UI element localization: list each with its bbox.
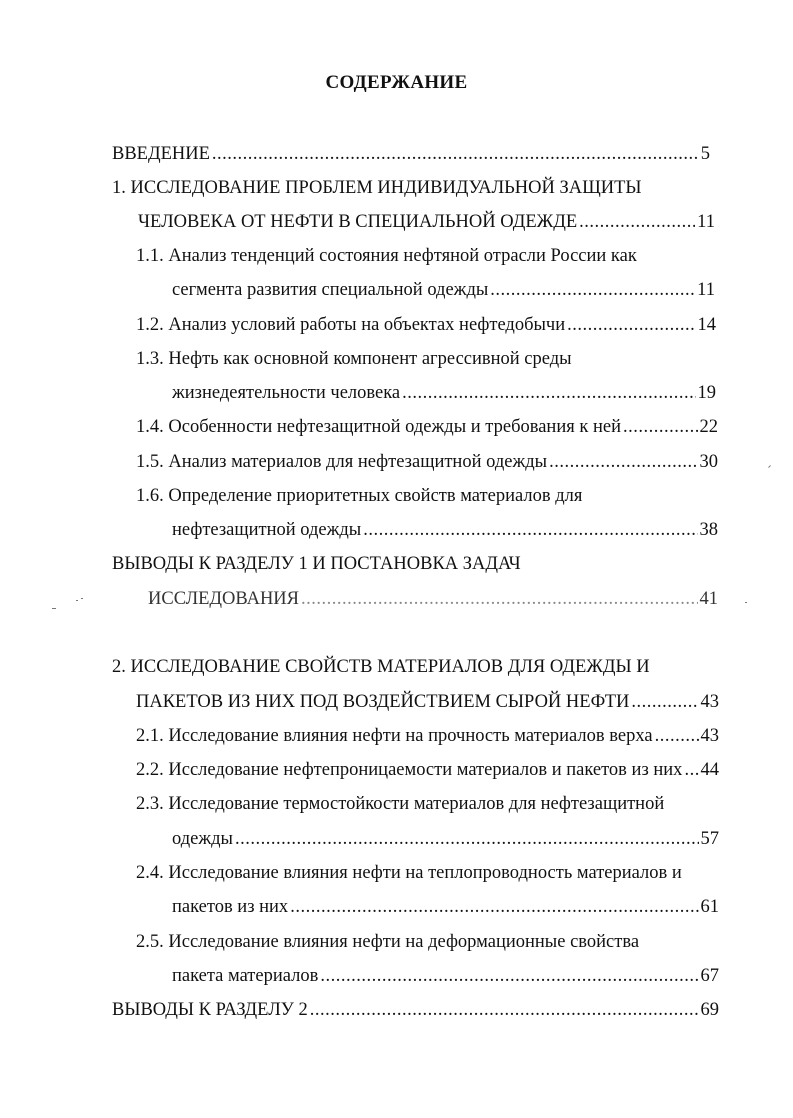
scan-speck: [745, 602, 747, 603]
page-title: СОДЕРЖАНИЕ: [325, 72, 468, 93]
leader-dots: [320, 963, 698, 989]
toc-entry-label: ИССЛЕДОВАНИЯ: [148, 589, 299, 609]
toc-page-number: 61: [700, 897, 719, 917]
toc-entry-chapter-1[interactable]: [138, 209, 715, 235]
leader-dots: [363, 517, 697, 543]
leader-dots: [549, 449, 697, 475]
toc-page-number: 69: [700, 1000, 719, 1020]
toc-entry-label: 2.4. Исследование влияния нефти на теплопроводность материалов и: [136, 863, 682, 883]
toc-page-number: 11: [697, 280, 715, 300]
toc-entry-label: ПАКЕТОВ ИЗ НИХ ПОД ВОЗДЕЙСТВИЕМ СЫРОЙ НЕФТИ: [136, 692, 630, 712]
toc-entry-label: ВЫВОДЫ К РАЗДЕЛУ 1 И ПОСТАНОВКА ЗАДАЧ: [112, 554, 521, 574]
leader-dots: [490, 277, 695, 303]
leader-dots: [301, 586, 698, 612]
toc-entry-2-1[interactable]: [136, 723, 719, 749]
toc-entry-1-4[interactable]: [136, 414, 718, 440]
toc-page-number: 30: [699, 452, 718, 472]
leader-dots: [402, 380, 695, 406]
toc-page-number: 22: [699, 417, 718, 437]
toc-entry-1-6[interactable]: [172, 517, 718, 543]
toc-entry-label: 2.1. Исследование влияния нефти на прочность материалов верха: [136, 726, 653, 746]
toc-entry-label: 1.3. Нефть как основной компонент агрессивной среды: [136, 349, 572, 369]
toc-entry-label: 2.3. Исследование термостойкости материалов для нефтезащитной: [136, 794, 665, 814]
toc-entry-label: пакетов из них: [172, 897, 289, 917]
toc-page-number: 11: [697, 212, 715, 232]
toc-entry-conclusions-1-line-1[interactable]: [112, 551, 712, 577]
toc-entry-label: жизнедеятельности человека: [172, 383, 401, 403]
toc-entry-label: 1.4. Особенности нефтезащитной одежды и требования к ней: [136, 417, 621, 437]
leader-dots: [212, 141, 699, 167]
toc-entry-label: ЧЕЛОВЕКА ОТ НЕФТИ В СПЕЦИАЛЬНОЙ ОДЕЖДЕ: [138, 212, 578, 232]
toc-entry-label: 2. ИССЛЕДОВАНИЕ СВОЙСТВ МАТЕРИАЛОВ ДЛЯ ОДЕЖДЫ И: [112, 657, 650, 677]
toc-entry-1-1[interactable]: [172, 277, 715, 303]
toc-entry-2-5[interactable]: [172, 963, 719, 989]
toc-entry-label: 1.6. Определение приоритетных свойств материалов для: [136, 486, 583, 506]
toc-page-number: 41: [699, 589, 718, 609]
toc-entry-1-2[interactable]: [136, 312, 716, 338]
toc-entry-label: 1.1. Анализ тенденций состояния нефтяной отрасли России как: [136, 246, 637, 266]
toc-entry-label: пакета материалов: [172, 966, 319, 986]
toc-entry-2-5-line-1[interactable]: [136, 929, 719, 955]
toc-page-number: 44: [700, 760, 719, 780]
toc-page-number: 14: [697, 315, 716, 335]
toc-page-number: 5: [700, 144, 710, 164]
toc-entry-1-3-line-1[interactable]: [136, 346, 716, 372]
toc-entry-2-4[interactable]: [172, 894, 719, 920]
scan-speck: [76, 600, 78, 601]
leader-dots: [655, 723, 699, 749]
toc-entry-label: 1.5. Анализ материалов для нефтезащитной одежды: [136, 452, 548, 472]
toc-entry-2-2[interactable]: [136, 757, 719, 783]
leader-dots: [567, 312, 695, 338]
toc-entry-2-3-line-1[interactable]: [136, 791, 719, 817]
toc-entry-conclusions-2[interactable]: [112, 997, 719, 1023]
toc-page-number: 57: [700, 829, 719, 849]
toc-entry-introduction[interactable]: [112, 141, 710, 167]
toc-entry-chapter-2[interactable]: [136, 689, 719, 715]
leader-dots: [631, 689, 698, 715]
toc-entry-label: 2.5. Исследование влияния нефти на деформационные свойства: [136, 932, 640, 952]
toc-entry-label: 1. ИССЛЕДОВАНИЕ ПРОБЛЕМ ИНДИВИДУАЛЬНОЙ ЗАЩИТЫ: [112, 178, 642, 198]
toc-page-number: 67: [700, 966, 719, 986]
scan-speck: [52, 608, 56, 609]
toc-page-number: 43: [700, 726, 719, 746]
toc-entry-2-3[interactable]: [172, 826, 719, 852]
toc-entry-label: сегмента развития специальной одежды: [172, 280, 489, 300]
toc-entry-2-4-line-1[interactable]: [136, 860, 719, 886]
toc-entry-1-3[interactable]: [172, 380, 716, 406]
toc-entry-label: 2.2. Исследование нефтепроницаемости материалов и пакетов из них: [136, 760, 683, 780]
toc-page-number: 38: [699, 520, 718, 540]
leader-dots: [623, 414, 698, 440]
leader-dots: [579, 209, 695, 235]
toc-entry-label: 1.2. Анализ условий работы на объектах нефтедобычи: [136, 315, 566, 335]
scan-speck: [768, 465, 771, 468]
toc-page-number: 43: [700, 692, 719, 712]
leader-dots: [235, 826, 699, 852]
toc-entry-label: ВЫВОДЫ К РАЗДЕЛУ 2: [112, 1000, 308, 1020]
toc-entry-1-5[interactable]: [136, 449, 718, 475]
toc-entry-conclusions-1[interactable]: [148, 586, 718, 612]
toc-entry-1-1-line-1[interactable]: [136, 243, 716, 269]
leader-dots: [684, 757, 698, 783]
scan-speck: [81, 598, 83, 599]
toc-page-number: 19: [697, 383, 716, 403]
toc-entry-1-6-line-1[interactable]: [136, 483, 718, 509]
leader-dots: [310, 997, 699, 1023]
toc-entry-label: одежды: [172, 829, 233, 849]
leader-dots: [290, 894, 698, 920]
toc-entry-chapter-1-line-1[interactable]: [112, 175, 712, 201]
toc-entry-label: нефтезащитной одежды: [172, 520, 362, 540]
toc-entry-chapter-2-line-1[interactable]: [112, 654, 712, 680]
toc-entry-label: ВВЕДЕНИЕ: [112, 144, 210, 164]
